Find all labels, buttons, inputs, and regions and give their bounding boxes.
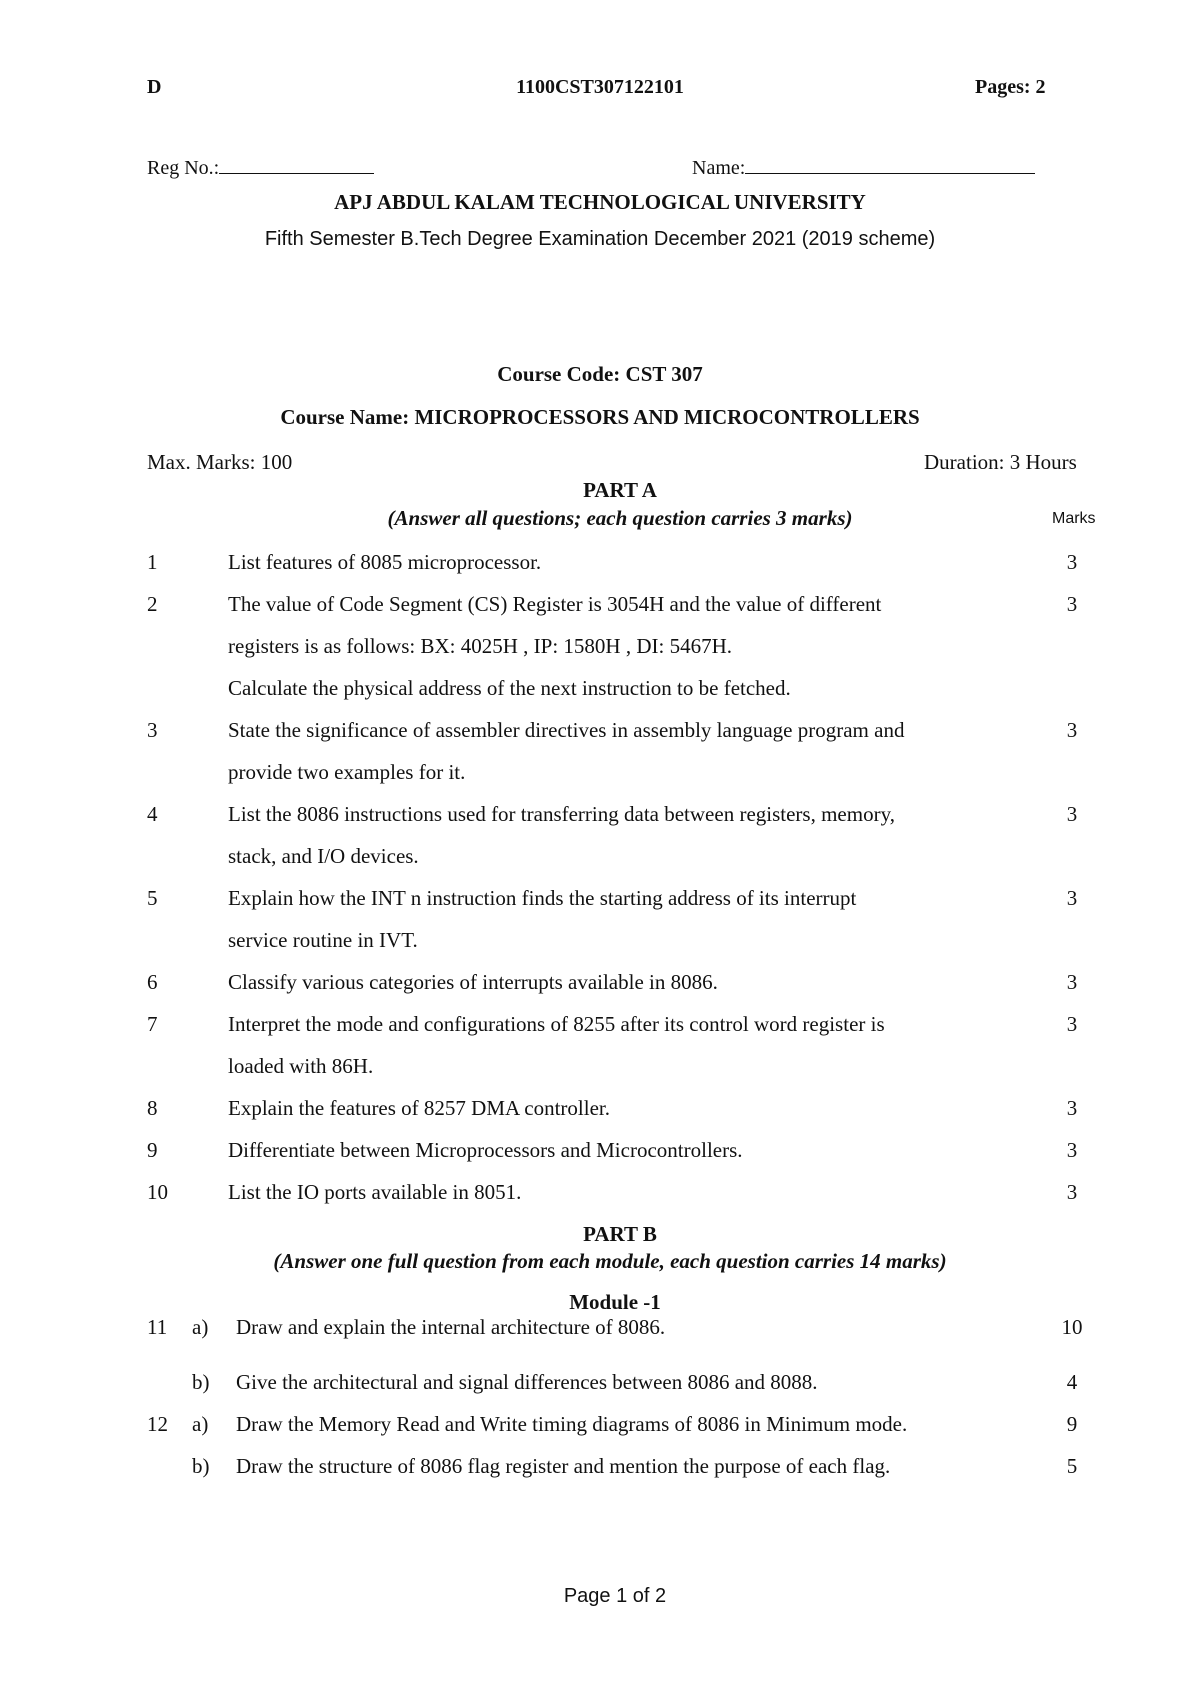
- name-field: [692, 155, 1035, 180]
- reg-no-blank: [219, 155, 374, 174]
- question-number: 2: [147, 592, 158, 616]
- question-number: 5: [147, 886, 158, 910]
- question-text-line: Draw the Memory Read and Write timing diagrams of 8086 in Minimum mode.: [236, 1412, 908, 1436]
- question-marks: 3: [1066, 592, 1078, 616]
- question-marks: 9: [1066, 1412, 1078, 1436]
- course-code: Course Code: CST 307: [497, 362, 703, 386]
- question-number: 4: [147, 802, 158, 826]
- duration: Duration: 3 Hours: [924, 450, 1077, 474]
- question-number: 6: [147, 970, 158, 994]
- page-count: Pages: 2: [975, 76, 1046, 98]
- exam-title: Fifth Semester B.Tech Degree Examination December 2021 (2019 scheme): [264, 228, 936, 250]
- question-text-line: List the IO ports available in 8051.: [228, 1180, 522, 1204]
- question-text-line: stack, and I/O devices.: [228, 844, 419, 868]
- paper-code: 1100CST307122101: [516, 76, 684, 98]
- university-title: APJ ABDUL KALAM TECHNOLOGICAL UNIVERSITY: [334, 190, 866, 214]
- question-marks: 10: [1061, 1315, 1083, 1339]
- question-marks: 3: [1066, 1012, 1078, 1036]
- question-number: 3: [147, 718, 158, 742]
- sub-question-label: a): [192, 1412, 209, 1436]
- question-text-line: provide two examples for it.: [228, 760, 466, 784]
- name-label: Name:: [692, 157, 746, 179]
- max-marks: Max. Marks: 100: [147, 450, 293, 474]
- question-text-line: Interpret the mode and configurations of 8255 after its control word register is: [228, 1012, 885, 1036]
- question-marks: 3: [1066, 1180, 1078, 1204]
- question-marks: 3: [1066, 970, 1078, 994]
- question-text-line: Explain how the INT n instruction finds the starting address of its interrupt: [228, 886, 857, 910]
- question-marks: 3: [1066, 1138, 1078, 1162]
- question-text-line: Draw the structure of 8086 flag register and mention the purpose of each flag.: [236, 1454, 891, 1478]
- question-number: 8: [147, 1096, 158, 1120]
- question-marks: 3: [1066, 1096, 1078, 1120]
- part-a-instruction: (Answer all questions; each question carries 3 marks): [387, 506, 853, 530]
- question-text-line: Give the architectural and signal differences between 8086 and 8088.: [236, 1370, 818, 1394]
- question-text-line: List features of 8085 microprocessor.: [228, 550, 542, 574]
- question-number: 12: [147, 1412, 168, 1436]
- question-text-line: Explain the features of 8257 DMA controller.: [228, 1096, 610, 1120]
- question-number: 9: [147, 1138, 158, 1162]
- question-text-line: State the significance of assembler directives in assembly language program and: [228, 718, 905, 742]
- sub-question-label: a): [192, 1315, 209, 1339]
- question-marks: 3: [1066, 718, 1078, 742]
- question-text-line: loaded with 86H.: [228, 1054, 374, 1078]
- question-text-line: List the 8086 instructions used for transferring data between registers, memory,: [228, 802, 895, 826]
- reg-no-label: Reg No.:: [147, 157, 220, 179]
- question-text-line: registers is as follows: BX: 4025H , IP: 1580H , DI: 5467H.: [228, 634, 732, 658]
- question-marks: 5: [1066, 1454, 1078, 1478]
- question-text-line: Calculate the physical address of the next instruction to be fetched.: [228, 676, 791, 700]
- question-marks: 3: [1066, 550, 1078, 574]
- question-marks: 3: [1066, 802, 1078, 826]
- question-number: 1: [147, 550, 158, 574]
- part-b-title: PART B: [583, 1222, 657, 1246]
- part-b-instruction: (Answer one full question from each module, each question carries 14 marks): [273, 1249, 947, 1273]
- course-name: Course Name: MICROPROCESSORS AND MICROCONTROLLERS: [280, 405, 920, 429]
- set-code: D: [147, 76, 162, 98]
- question-marks: 4: [1066, 1370, 1078, 1394]
- sub-question-label: b): [192, 1370, 210, 1394]
- question-text-line: The value of Code Segment (CS) Register is 3054H and the value of different: [228, 592, 882, 616]
- question-text-line: Classify various categories of interrupts available in 8086.: [228, 970, 718, 994]
- sub-question-label: b): [192, 1454, 210, 1478]
- question-number: 11: [147, 1315, 168, 1339]
- part-a-title: PART A: [583, 478, 657, 502]
- question-text-line: service routine in IVT.: [228, 928, 418, 952]
- module-1-title: Module -1: [569, 1290, 661, 1314]
- marks-header: Marks: [1052, 510, 1096, 527]
- page-footer: Page 1 of 2: [563, 1585, 667, 1607]
- question-text-line: Differentiate between Microprocessors and Microcontrollers.: [228, 1138, 743, 1162]
- question-text-line: Draw and explain the internal architecture of 8086.: [236, 1315, 666, 1339]
- question-marks: 3: [1066, 886, 1078, 910]
- reg-no-field: [147, 155, 374, 180]
- question-number: 7: [147, 1012, 158, 1036]
- name-blank: [745, 155, 1035, 174]
- question-number: 10: [147, 1180, 168, 1204]
